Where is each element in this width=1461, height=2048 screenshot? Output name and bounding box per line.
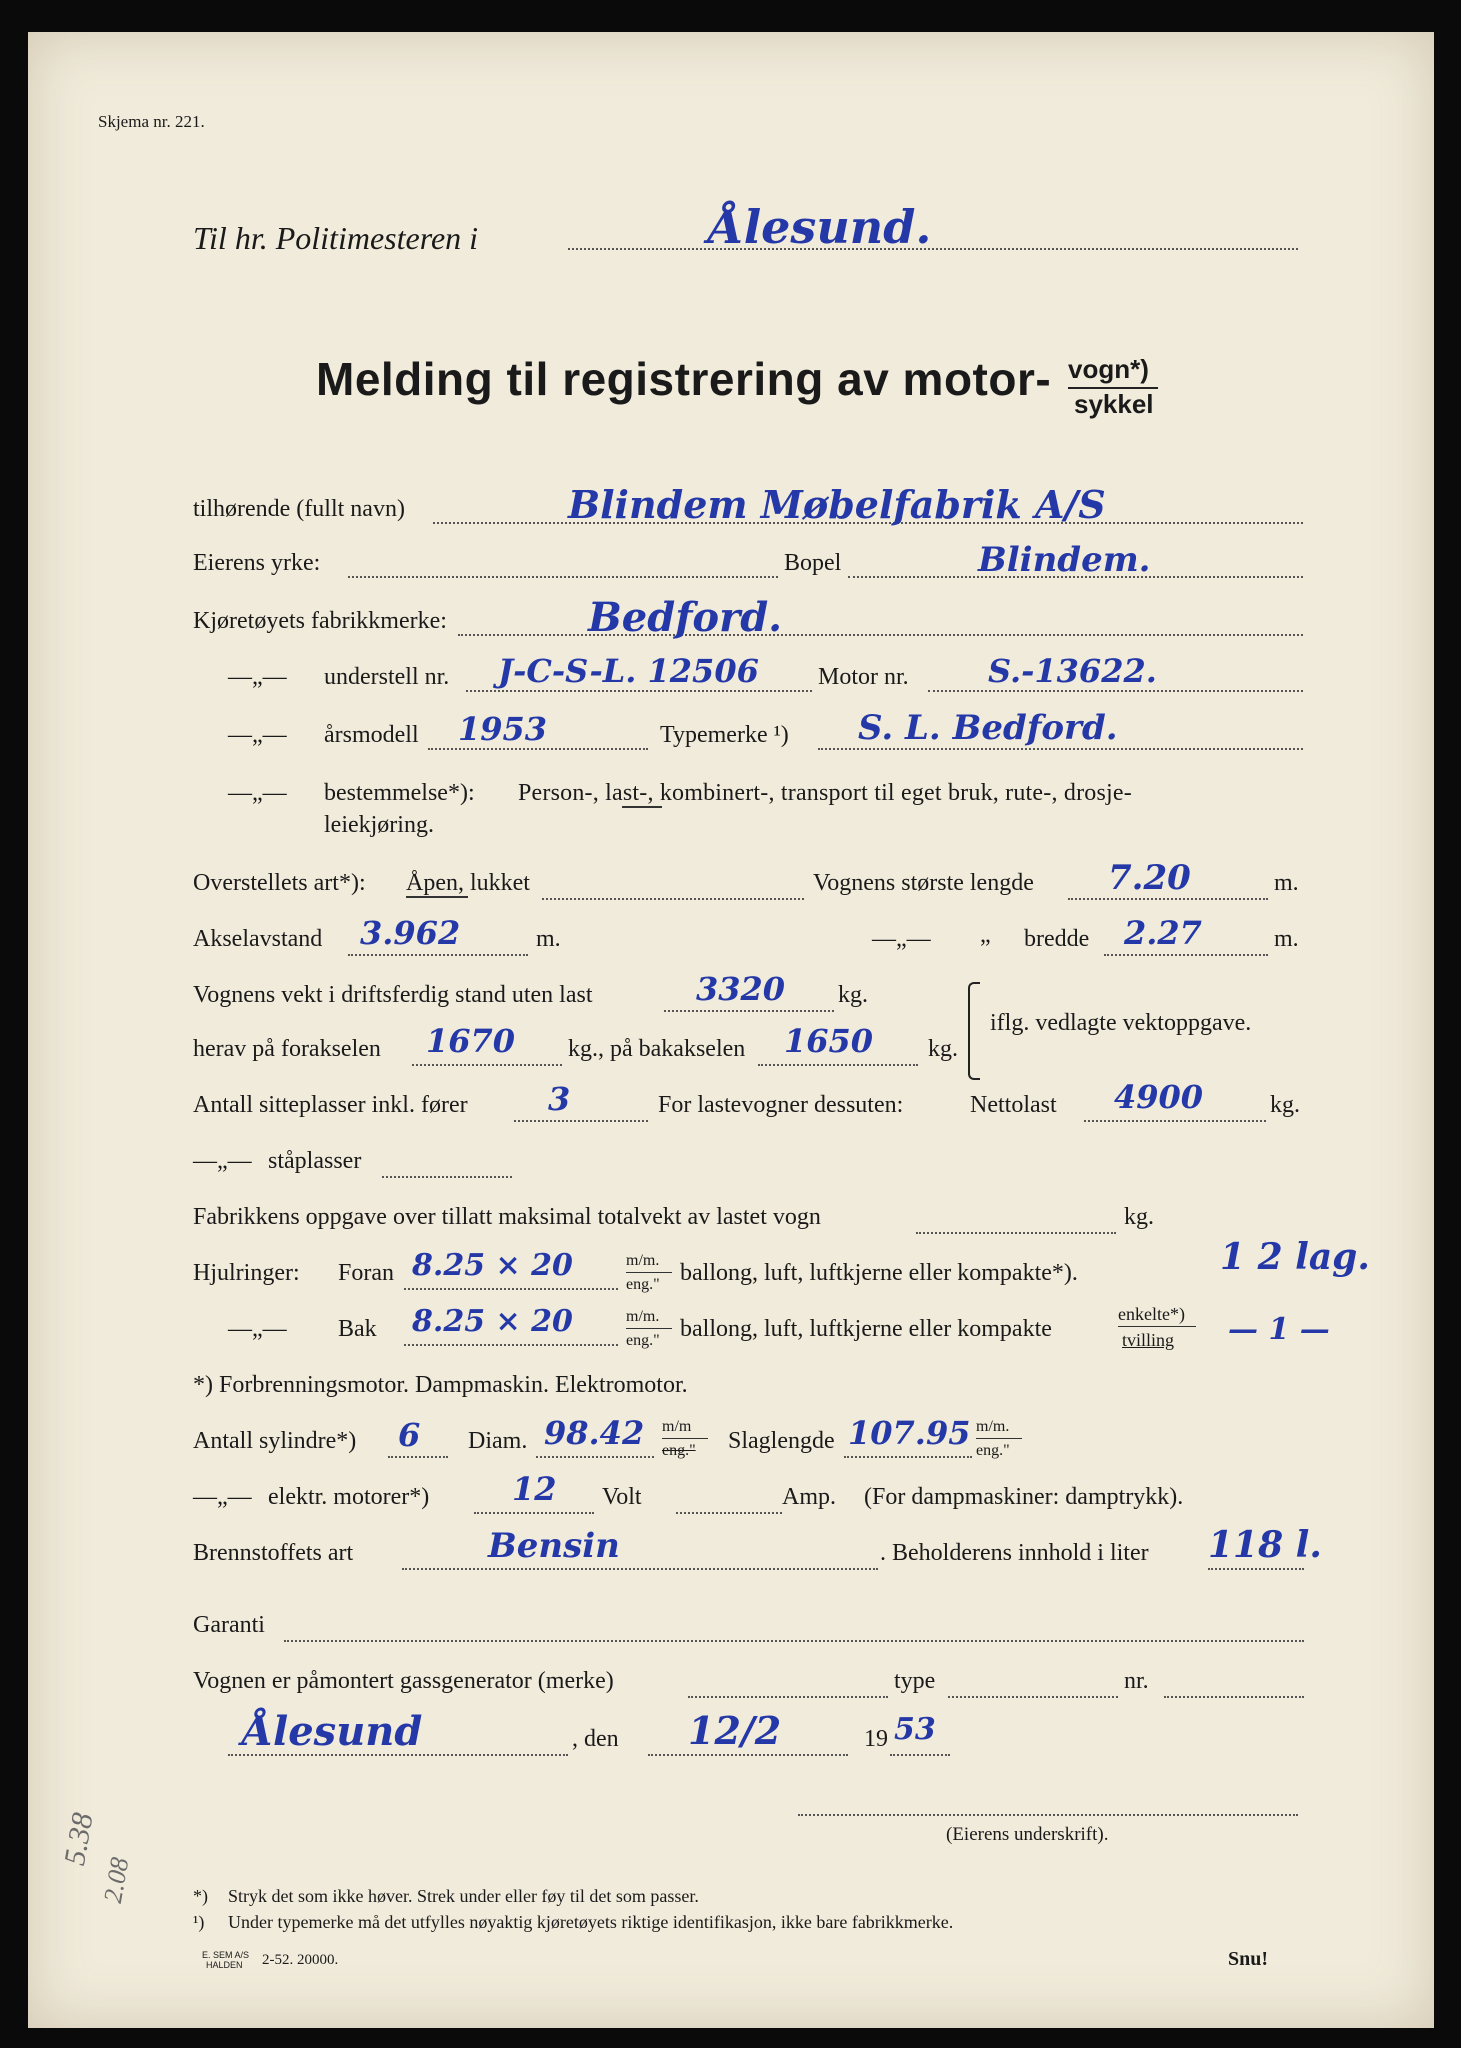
length-unit: m. xyxy=(1274,870,1299,896)
width-label: bredde xyxy=(1024,926,1090,952)
purpose-label: bestemmelse*): xyxy=(324,780,475,806)
schema-number: Skjema nr. 221. xyxy=(98,112,205,131)
seats-value: 3 xyxy=(548,1080,571,1118)
max-weight-label: Fabrikkens oppgave over tillatt maksimal totalvekt av lastet vogn xyxy=(193,1204,821,1230)
tires-rear-label: Bak xyxy=(338,1316,377,1342)
volt-value: 12 xyxy=(512,1470,557,1508)
purpose-options: Person-, last-, kombinert-, transport til eget bruk, rute-, drosje- xyxy=(518,780,1132,806)
empty-weight-label: Vognens vekt i driftsferdig stand uten last xyxy=(193,982,593,1008)
length-label: Vognens største lengde xyxy=(813,870,1034,896)
weight-note: iflg. vedlagte vektoppgave. xyxy=(990,1010,1252,1036)
ditto-purpose: —„— xyxy=(228,780,287,806)
footnote-1: Stryk det som ikke høver. Strek under eller føy til det som passer. xyxy=(228,1886,699,1906)
net-load-unit: kg. xyxy=(1270,1092,1300,1118)
chassis-value: J-C-S-L. 12506 xyxy=(498,652,759,690)
signature-label: (Eierens underskrift). xyxy=(946,1824,1109,1845)
diameter-label: Diam. xyxy=(468,1428,528,1454)
year-value: 1953 xyxy=(458,710,548,748)
body-value: Åpen, lukket xyxy=(406,870,530,896)
seats-label: Antall sitteplasser inkl. fører xyxy=(193,1092,468,1118)
width-unit: m. xyxy=(1274,926,1299,952)
tires-front-unit-top: m/m. xyxy=(626,1252,660,1269)
max-weight-unit: kg. xyxy=(1124,1204,1154,1230)
tires-rear-unit-top: m/m. xyxy=(626,1308,660,1325)
tires-rear-value: 8.25 × 20 xyxy=(412,1304,573,1339)
rear-axle-unit: kg. xyxy=(928,1036,958,1062)
front-axle-label: herav på forakselen xyxy=(193,1036,381,1062)
diameter-unit-top: m/m xyxy=(662,1418,692,1435)
recipient-value: Ålesund. xyxy=(708,200,932,254)
electric-motors-label: elektr. motorer*) xyxy=(268,1484,430,1510)
ditto-standing: —„— xyxy=(193,1148,252,1174)
gas-generator-label: Vognen er påmontert gassgenerator (merke) xyxy=(193,1668,614,1694)
amp-label: Amp. xyxy=(782,1484,836,1510)
type-label: Typemerke ¹) xyxy=(660,722,789,748)
net-load-label: Nettolast xyxy=(970,1092,1057,1118)
motor-value: S.-13622. xyxy=(988,652,1157,690)
title-sykkel: sykkel xyxy=(1074,389,1154,419)
fuel-label: Brennstoffets art xyxy=(193,1540,354,1566)
steam-label: (For dampmaskiner: damptrykk). xyxy=(864,1484,1184,1510)
form-page xyxy=(28,32,1434,2028)
form-title xyxy=(316,352,1051,406)
tires-single: enkelte*) xyxy=(1118,1304,1185,1324)
tires-front-unit-bottom: eng." xyxy=(626,1276,660,1293)
standing-label: ståplasser xyxy=(268,1148,362,1174)
cylinders-value: 6 xyxy=(398,1416,421,1454)
make-label: Kjøretøyets fabrikkmerke: xyxy=(193,608,447,634)
footnote-1-mark: *) xyxy=(193,1886,208,1906)
axle-value: 3.962 xyxy=(360,914,461,952)
length-value: 7.20 xyxy=(1108,858,1191,898)
body-label: Overstellets art*): xyxy=(193,870,366,896)
tires-front-label: Foran xyxy=(338,1260,394,1286)
year-suffix: 53 xyxy=(894,1712,936,1747)
margin-note-rear: — 1 — xyxy=(1228,1312,1330,1347)
stroke-unit-top: m/m. xyxy=(976,1418,1010,1435)
stroke-value: 107.95 xyxy=(848,1414,971,1452)
fuel-value: Bensin xyxy=(488,1526,620,1566)
gas-nr-label: nr. xyxy=(1124,1668,1149,1694)
footnote-2: Under typemerke må det utfylles nøyaktig kjøretøyets riktige identifikasjon, ikke bare fabrikkmerke. xyxy=(228,1912,954,1932)
purpose-options-cont: leiekjøring. xyxy=(324,812,434,838)
tires-front-types: ballong, luft, luftkjerne eller kompakte*). xyxy=(680,1260,1078,1286)
turn-over-note: Snu! xyxy=(1228,1948,1269,1970)
empty-weight-value: 3320 xyxy=(696,970,786,1008)
weight-brace xyxy=(968,982,980,1080)
diameter-unit-bottom: eng." xyxy=(662,1442,696,1459)
residence-value: Blindem. xyxy=(978,540,1151,580)
occupation-label: Eierens yrke: xyxy=(193,550,321,576)
margin-pencil-note-1: 5.38 xyxy=(58,1810,100,1868)
print-run: 2-52. 20000. xyxy=(262,1952,339,1968)
year-prefix: 19 xyxy=(864,1726,888,1752)
ditto-year: —„— xyxy=(228,722,287,748)
owner-name-label: tilhørende (fullt navn) xyxy=(193,496,405,522)
margin-pencil-note-2: 2.08 xyxy=(98,1855,135,1906)
tires-rear-types: ballong, luft, luftkjerne eller kompakte xyxy=(680,1316,1052,1342)
year-label: årsmodell xyxy=(324,722,419,748)
owner-name-value: Blindem Møbelfabrik A/S xyxy=(568,482,1106,527)
date-den-label: , den xyxy=(572,1726,619,1752)
guarantee-label: Garanti xyxy=(193,1612,265,1638)
recipient-label: Til hr. Politimesteren i xyxy=(193,220,479,256)
tires-rear-unit-bottom: eng." xyxy=(626,1332,660,1349)
width-value: 2.27 xyxy=(1124,914,1202,952)
gas-type-label: type xyxy=(894,1668,936,1694)
footnote-2-mark: ¹) xyxy=(193,1912,205,1932)
stroke-unit-bottom: eng." xyxy=(976,1442,1010,1459)
width-quote: „ xyxy=(980,922,991,948)
ditto-rear-tires: —„— xyxy=(228,1316,287,1342)
rear-axle-value: 1650 xyxy=(784,1022,874,1060)
front-axle-value: 1670 xyxy=(426,1022,516,1060)
axle-label: Akselavstand xyxy=(193,926,323,952)
title-vogn: vogn*) xyxy=(1068,354,1149,384)
stroke-label: Slaglengde xyxy=(728,1428,835,1454)
ditto-electric: —„— xyxy=(193,1484,252,1510)
axle-unit: m. xyxy=(536,926,561,952)
type-value: S. L. Bedford. xyxy=(858,708,1118,748)
tires-label: Hjulringer: xyxy=(193,1260,300,1286)
chassis-label: understell nr. xyxy=(324,664,450,690)
printer-city: HALDEN xyxy=(206,1960,243,1970)
motor-label: Motor nr. xyxy=(818,664,909,690)
empty-weight-unit: kg. xyxy=(838,982,868,1008)
tank-label: . Beholderens innhold i liter xyxy=(880,1540,1149,1566)
margin-note-plies: 1 2 lag. xyxy=(1220,1236,1370,1278)
cylinders-label: Antall sylindre*) xyxy=(193,1428,357,1454)
tank-value: 118 l. xyxy=(1208,1524,1322,1566)
engine-kinds: *) Forbrenningsmotor. Dampmaskin. Elektromotor. xyxy=(193,1372,688,1398)
make-value: Bedford. xyxy=(588,594,783,641)
tires-front-value: 8.25 × 20 xyxy=(412,1248,573,1283)
ditto-chassis: —„— xyxy=(228,664,287,690)
tires-double: tvilling xyxy=(1122,1330,1175,1350)
truck-label: For lastevogner dessuten: xyxy=(658,1092,904,1118)
form-title-main: Melding til registrering av motor- xyxy=(316,353,1052,405)
signature-place: Ålesund xyxy=(242,1708,423,1755)
net-load-value: 4900 xyxy=(1114,1078,1204,1116)
rear-axle-label: kg., på bakakselen xyxy=(568,1036,746,1062)
volt-label: Volt xyxy=(602,1484,642,1510)
residence-label: Bopel xyxy=(784,550,842,576)
ditto-width: —„— xyxy=(872,926,931,952)
date-value: 12/2 xyxy=(688,1708,782,1753)
printer-name: E. SEM A/S xyxy=(202,1950,250,1960)
diameter-value: 98.42 xyxy=(544,1414,645,1452)
